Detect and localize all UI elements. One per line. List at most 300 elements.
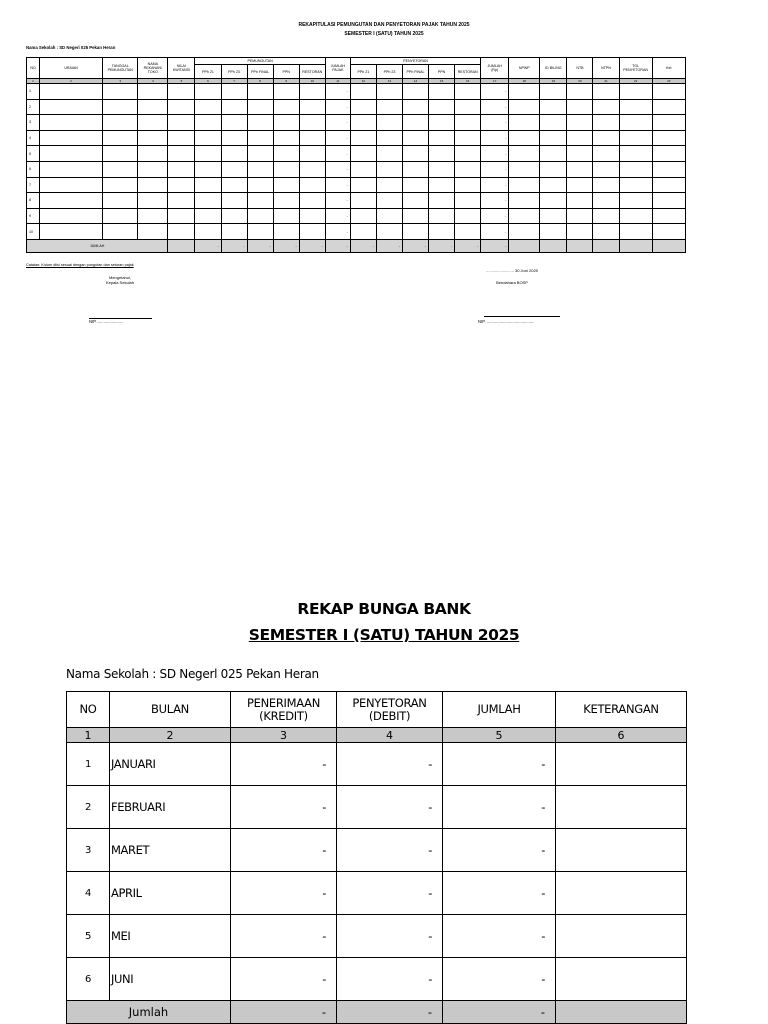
bunga-col-penerimaan-header: PENERIMAAN (KREDIT) [231, 692, 337, 728]
table-cell [221, 224, 247, 240]
table-cell [168, 177, 195, 193]
table-cell [195, 99, 221, 115]
column-number: 5 [168, 79, 195, 84]
jumlah-pajak-cell: - [325, 130, 350, 146]
bunga-column-number-row [67, 728, 687, 743]
table-cell [103, 99, 138, 115]
table-cell [138, 177, 168, 193]
column-number: 13 [376, 79, 402, 84]
table-cell [593, 146, 619, 162]
table-cell [429, 161, 455, 177]
bunga-row-penyetoran: - [337, 786, 443, 829]
table-cell [652, 146, 685, 162]
table-cell [350, 208, 376, 224]
table-cell [429, 224, 455, 240]
table-cell [540, 161, 567, 177]
table-cell [429, 130, 455, 146]
table-cell [619, 84, 652, 100]
table-cell [429, 146, 455, 162]
table-cell [509, 99, 540, 115]
bunga-total-jumlah: - [443, 1001, 556, 1024]
bunga-row-no: 4 [67, 872, 110, 915]
table-cell [350, 224, 376, 240]
table-cell [593, 208, 619, 224]
column-number: 16 [455, 79, 481, 84]
jumlah-rp-cell: - [481, 193, 509, 209]
table-cell [299, 161, 325, 177]
bunga-row-jumlah: - [443, 872, 556, 915]
table-cell [403, 99, 429, 115]
row-number: 2 [27, 99, 40, 115]
column-number: 3 [231, 728, 337, 743]
bunga-row-bulan: FEBRUARI [110, 786, 231, 829]
col-jumlah-pajak-header: JUMLAH PAJAK [325, 58, 350, 79]
bunga-row-penerimaan: - [231, 872, 337, 915]
table-cell [168, 99, 195, 115]
jumlah-pajak-cell: - [325, 161, 350, 177]
table-cell [103, 130, 138, 146]
table-cell [168, 146, 195, 162]
table-cell [299, 146, 325, 162]
column-number: 3 [103, 79, 138, 84]
table-cell [273, 208, 299, 224]
table-cell [138, 99, 168, 115]
bunga-row-penerimaan: - [231, 786, 337, 829]
row-number: 4 [27, 130, 40, 146]
total-cell [652, 239, 685, 252]
total-cell: - [376, 239, 402, 252]
table-cell [567, 130, 593, 146]
column-number: 6 [556, 728, 687, 743]
pajak-footnote: Catatan: Kolom diisi sesuai dengan pungutan dan setoran pajak [26, 263, 134, 267]
column-number: 9 [273, 79, 299, 84]
table-cell [455, 177, 481, 193]
table-cell [619, 161, 652, 177]
table-cell [567, 177, 593, 193]
table-cell [429, 84, 455, 100]
table-cell [138, 146, 168, 162]
col-id-billing-header: ID BILING [540, 58, 567, 79]
bunga-row-no: 2 [67, 786, 110, 829]
table-cell [455, 208, 481, 224]
table-cell [273, 146, 299, 162]
row-number: 9 [27, 208, 40, 224]
table-cell [567, 193, 593, 209]
table-cell [350, 115, 376, 131]
table-cell [221, 130, 247, 146]
bunga-row-penyetoran: - [337, 872, 443, 915]
table-cell [299, 177, 325, 193]
table-cell [195, 193, 221, 209]
row-number: 5 [27, 146, 40, 162]
column-number: 4 [138, 79, 168, 84]
table-cell [403, 208, 429, 224]
column-number: 19 [540, 79, 567, 84]
bunga-total-keterangan [556, 1001, 687, 1024]
column-number: 2 [110, 728, 231, 743]
table-cell [103, 208, 138, 224]
col-ket-header: Ket [652, 58, 685, 79]
table-cell [103, 84, 138, 100]
table-row [27, 99, 686, 115]
jumlah-pajak-cell: - [325, 208, 350, 224]
table-cell [138, 84, 168, 100]
table-cell [221, 177, 247, 193]
col-npwp-header: NPWP [509, 58, 540, 79]
table-cell [221, 208, 247, 224]
bunga-row-penyetoran: - [337, 743, 443, 786]
table-cell [567, 208, 593, 224]
table-cell [350, 193, 376, 209]
bunga-row-penyetoran: - [337, 958, 443, 1001]
jumlah-rp-cell: - [481, 161, 509, 177]
jumlah-rp-cell: - [481, 177, 509, 193]
table-cell [652, 99, 685, 115]
table-cell [168, 161, 195, 177]
table-cell [593, 161, 619, 177]
table-row [67, 829, 687, 872]
table-cell [619, 177, 652, 193]
table-cell [247, 84, 273, 100]
table-cell [403, 161, 429, 177]
table-cell [221, 193, 247, 209]
col-pem-pph23: PPh 23 [221, 65, 247, 79]
pemungutan-group-header: PEMUNGUTAN [195, 58, 325, 65]
column-number: 4 [337, 728, 443, 743]
column-number: 6 [195, 79, 221, 84]
table-cell [247, 99, 273, 115]
jumlah-rp-cell: - [481, 208, 509, 224]
table-cell [540, 146, 567, 162]
total-cell [567, 239, 593, 252]
table-cell [195, 224, 221, 240]
right-sign-nip: NIP. ......................................... [478, 319, 535, 324]
bunga-header-row [67, 692, 687, 728]
row-number: 1 [27, 84, 40, 100]
table-cell [103, 115, 138, 131]
jumlah-rp-cell: - [481, 130, 509, 146]
table-cell [103, 193, 138, 209]
bunga-row-penerimaan: - [231, 915, 337, 958]
total-cell: - [221, 239, 247, 252]
col-pen-pphfinal: PPh FINAL [403, 65, 429, 79]
table-cell [40, 146, 103, 162]
table-cell [168, 84, 195, 100]
table-cell [350, 99, 376, 115]
bunga-row-keterangan [556, 829, 687, 872]
table-cell [138, 115, 168, 131]
row-number: 10 [27, 224, 40, 240]
bunga-row-no: 3 [67, 829, 110, 872]
col-pen-restoran: RESTORAN [455, 65, 481, 79]
column-number: 18 [509, 79, 540, 84]
table-cell [652, 161, 685, 177]
column-number: 15 [429, 79, 455, 84]
bunga-row-no: 6 [67, 958, 110, 1001]
table-cell [403, 130, 429, 146]
table-cell [273, 161, 299, 177]
table-row [27, 84, 686, 100]
bunga-total-penyetoran: - [337, 1001, 443, 1024]
table-cell [273, 115, 299, 131]
table-row [27, 161, 686, 177]
table-cell [247, 224, 273, 240]
bunga-total-penerimaan: - [231, 1001, 337, 1024]
table-cell [593, 130, 619, 146]
pajak-subtitle: SEMESTER I (SATU) TAHUN 2025 [344, 31, 424, 37]
table-cell [247, 161, 273, 177]
table-cell [509, 177, 540, 193]
table-cell [619, 146, 652, 162]
table-cell [195, 208, 221, 224]
table-row [27, 208, 686, 224]
total-cell: - [195, 239, 221, 252]
table-cell [376, 146, 402, 162]
table-row [67, 915, 687, 958]
bunga-row-jumlah: - [443, 786, 556, 829]
table-cell [540, 99, 567, 115]
table-cell [103, 146, 138, 162]
table-cell [103, 224, 138, 240]
table-cell [40, 177, 103, 193]
total-cell: - [455, 239, 481, 252]
bunga-school-label: Nama Sekolah : SD Negerl 025 Pekan Heran [66, 667, 319, 681]
jumlah-pajak-cell: - [325, 99, 350, 115]
table-cell [376, 115, 402, 131]
total-cell [509, 239, 540, 252]
table-cell [429, 208, 455, 224]
table-cell [403, 84, 429, 100]
col-nama-header: NAMA REKANAN/ TOKO [138, 58, 168, 79]
row-number: 8 [27, 193, 40, 209]
pajak-school-label: Nama Sekolah : SD Negeri 025 Pekan Heran [26, 45, 116, 50]
col-ntb-header: NTB [567, 58, 593, 79]
table-cell [376, 99, 402, 115]
jumlah-pajak-cell: - [325, 84, 350, 100]
table-row [27, 130, 686, 146]
total-cell: - [299, 239, 325, 252]
bunga-row-penyetoran: - [337, 829, 443, 872]
column-number: 1 [27, 79, 40, 84]
column-number: 5 [443, 728, 556, 743]
table-cell [40, 224, 103, 240]
table-cell [168, 224, 195, 240]
table-row [27, 193, 686, 209]
table-cell [195, 84, 221, 100]
bunga-total-label: Jumlah [67, 1001, 231, 1024]
row-number: 6 [27, 161, 40, 177]
column-number: 11 [325, 79, 350, 84]
table-cell [376, 177, 402, 193]
table-cell [403, 193, 429, 209]
table-cell [247, 130, 273, 146]
column-number: 12 [350, 79, 376, 84]
column-number: 8 [247, 79, 273, 84]
right-sign-line1: Bendahara BOSP [496, 280, 528, 285]
table-cell [509, 208, 540, 224]
total-cell: - [403, 239, 429, 252]
bunga-col-keterangan-header: KETERANGAN [556, 692, 687, 728]
jumlah-pajak-cell: - [325, 177, 350, 193]
table-cell [273, 224, 299, 240]
table-cell [273, 84, 299, 100]
table-cell [40, 193, 103, 209]
total-cell [619, 239, 652, 252]
col-no-header: NO [27, 58, 40, 79]
table-cell [429, 115, 455, 131]
table-cell [593, 99, 619, 115]
col-nilai-header: NILAI KWITANSI [168, 58, 195, 79]
table-cell [619, 130, 652, 146]
table-cell [103, 161, 138, 177]
bunga-row-no: 1 [67, 743, 110, 786]
total-cell [168, 239, 195, 252]
bunga-title: REKAP BUNGA BANK [297, 600, 471, 618]
table-cell [652, 84, 685, 100]
table-cell [652, 177, 685, 193]
column-number: 17 [481, 79, 509, 84]
table-cell [168, 193, 195, 209]
table-cell [509, 130, 540, 146]
col-uraian-header: URAIAN [40, 58, 103, 79]
table-cell [138, 161, 168, 177]
col-tgl-header: TGL PENYETORAN [619, 58, 652, 79]
bunga-row-keterangan [556, 743, 687, 786]
table-cell [40, 208, 103, 224]
pajak-table [26, 57, 686, 253]
jumlah-pajak-cell: - [325, 146, 350, 162]
table-cell [273, 193, 299, 209]
table-cell [138, 224, 168, 240]
table-cell [567, 99, 593, 115]
table-cell [168, 130, 195, 146]
table-cell [652, 193, 685, 209]
table-cell [247, 177, 273, 193]
right-sign-line [484, 316, 560, 317]
table-cell [299, 99, 325, 115]
table-cell [567, 115, 593, 131]
table-cell [540, 84, 567, 100]
table-row [67, 958, 687, 1001]
total-cell: - [481, 239, 509, 252]
table-cell [540, 115, 567, 131]
bunga-col-penyetoran-header: PENYETORAN (DEBIT) [337, 692, 443, 728]
col-tanggal-header: TANGGAL PEMUNGUTAN [103, 58, 138, 79]
bunga-row-bulan: MARET [110, 829, 231, 872]
bunga-row-keterangan [556, 915, 687, 958]
table-row [27, 224, 686, 240]
jumlah-pajak-cell: - [325, 224, 350, 240]
total-cell: - [325, 239, 350, 252]
column-number: 2 [40, 79, 103, 84]
table-cell [455, 99, 481, 115]
table-cell [509, 193, 540, 209]
table-row [27, 146, 686, 162]
table-cell [376, 224, 402, 240]
table-row [67, 743, 687, 786]
table-cell [455, 84, 481, 100]
table-cell [40, 99, 103, 115]
table-cell [509, 161, 540, 177]
penyetoran-group-header: PENYETORAN [350, 58, 480, 65]
table-cell [221, 84, 247, 100]
bunga-row-penerimaan: - [231, 743, 337, 786]
table-cell [540, 193, 567, 209]
total-cell: - [429, 239, 455, 252]
column-number: 23 [652, 79, 685, 84]
table-cell [221, 99, 247, 115]
table-cell [376, 84, 402, 100]
table-cell [376, 130, 402, 146]
column-number: 20 [567, 79, 593, 84]
total-cell [540, 239, 567, 252]
table-cell [540, 177, 567, 193]
table-cell [138, 193, 168, 209]
table-cell [455, 115, 481, 131]
table-cell [299, 224, 325, 240]
bunga-row-jumlah: - [443, 829, 556, 872]
table-cell [195, 146, 221, 162]
table-cell [619, 224, 652, 240]
table-cell [299, 193, 325, 209]
table-cell [221, 115, 247, 131]
pajak-total-label: JUMLAH [27, 239, 168, 252]
table-cell [509, 146, 540, 162]
col-pen-ppn: PPN [429, 65, 455, 79]
table-cell [540, 208, 567, 224]
table-cell [652, 115, 685, 131]
table-cell [273, 99, 299, 115]
bunga-row-bulan: APRIL [110, 872, 231, 915]
col-ntpn-header: NTPN [593, 58, 619, 79]
table-cell [350, 84, 376, 100]
total-cell: - [350, 239, 376, 252]
table-cell [138, 208, 168, 224]
jumlah-rp-cell: - [481, 146, 509, 162]
bunga-row-bulan: JUNI [110, 958, 231, 1001]
table-cell [652, 130, 685, 146]
bunga-row-keterangan [556, 786, 687, 829]
table-cell [593, 84, 619, 100]
column-number: 21 [593, 79, 619, 84]
bunga-row-keterangan [556, 872, 687, 915]
bunga-row-bulan: MEI [110, 915, 231, 958]
table-cell [299, 208, 325, 224]
column-number: 1 [67, 728, 110, 743]
table-cell [593, 193, 619, 209]
bunga-row-keterangan [556, 958, 687, 1001]
table-cell [350, 161, 376, 177]
total-cell [593, 239, 619, 252]
left-sign-nip: NIP. ...................... [89, 319, 124, 324]
bunga-row-jumlah: - [443, 958, 556, 1001]
table-cell [195, 177, 221, 193]
table-cell [103, 177, 138, 193]
bunga-subtitle: SEMESTER I (SATU) TAHUN 2025 [248, 626, 520, 644]
total-cell: - [247, 239, 273, 252]
table-cell [247, 208, 273, 224]
table-cell [221, 146, 247, 162]
table-cell [619, 193, 652, 209]
column-number: 10 [299, 79, 325, 84]
col-jumlah-rp-header: JUMLAH (Rp) [481, 58, 509, 79]
bunga-table [66, 691, 687, 1024]
bunga-row-bulan: JANUARI [110, 743, 231, 786]
table-cell [403, 146, 429, 162]
table-cell [593, 224, 619, 240]
total-cell: - [273, 239, 299, 252]
table-cell [509, 224, 540, 240]
